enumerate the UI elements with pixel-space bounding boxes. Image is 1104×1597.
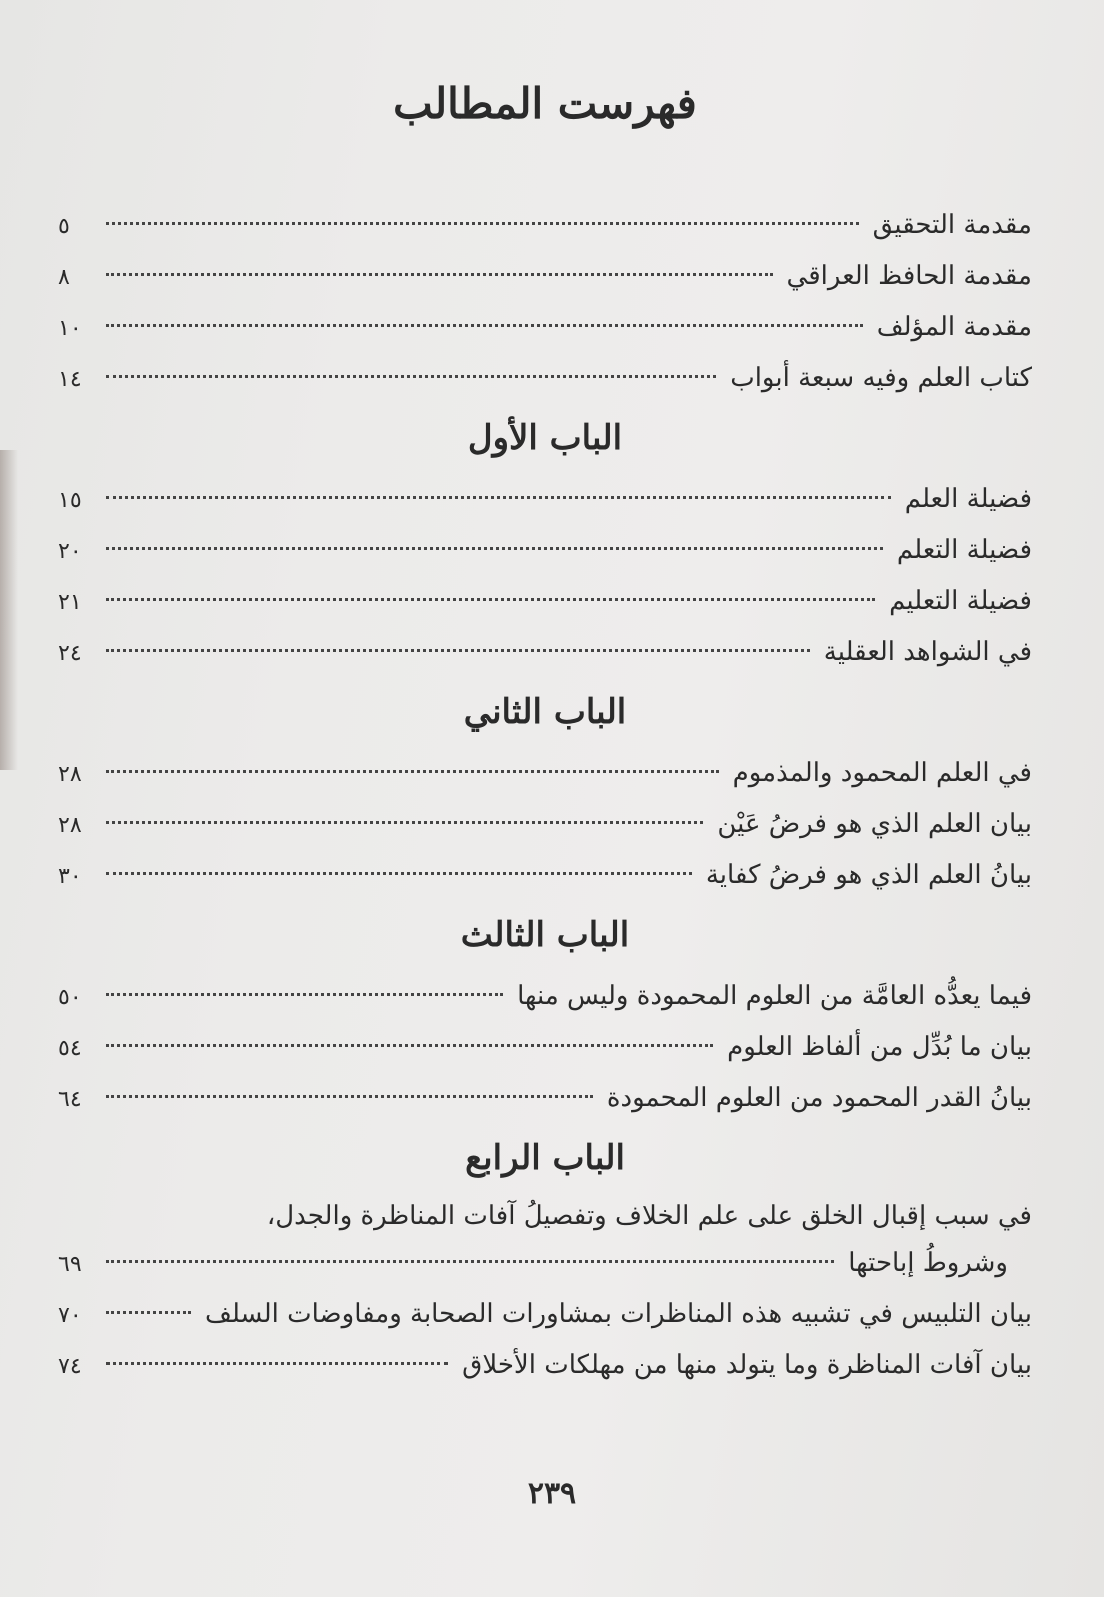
toc-entry <box>58 474 1032 525</box>
dot-leader <box>106 1362 448 1365</box>
toc-entry-page: ١٠ <box>58 316 82 341</box>
chapter-heading: الباب الأول <box>467 418 623 458</box>
toc-entry-title: فضيلة التعلم <box>896 535 1032 565</box>
dot-leader <box>106 324 863 327</box>
toc-entry-page: ٢١ <box>58 590 82 615</box>
toc-entry-page: ٢٠ <box>58 539 82 564</box>
toc-entry <box>58 576 1032 627</box>
toc-entry <box>58 1194 1032 1238</box>
toc-entry <box>58 1022 1032 1073</box>
toc-entry <box>58 1073 1032 1124</box>
chapter-heading: الباب الثالث <box>460 915 630 955</box>
toc-entry <box>58 799 1032 850</box>
toc-entry-title: مقدمة التحقيق <box>872 210 1032 240</box>
toc-entry-page: ٥٤ <box>58 1036 82 1061</box>
toc-entry-page: ٢٤ <box>58 641 82 666</box>
toc-entry-title: بيان التلبيس في تشبيه هذه المناظرات بمشاورات الصحابة ومفاوضات السلف <box>205 1299 1032 1329</box>
dot-leader <box>106 1311 191 1314</box>
dot-leader <box>106 547 883 550</box>
toc-entry <box>58 627 1032 678</box>
table-of-contents <box>58 200 1032 1391</box>
dot-leader <box>106 1044 713 1047</box>
toc-entry <box>58 748 1032 799</box>
toc-entry-title: مقدمة المؤلف <box>876 312 1032 342</box>
toc-entry-title: فيما يعدُّه العامَّة من العلوم المحمودة وليس منها <box>517 981 1032 1011</box>
toc-entry-title: مقدمة الحافظ العراقي <box>786 261 1032 291</box>
toc-entry-page: ١٥ <box>58 488 82 513</box>
toc-entry-title: في الشواهد العقلية <box>823 637 1032 667</box>
toc-entry <box>58 353 1032 404</box>
toc-entry-title: في العلم المحمود والمذموم <box>732 758 1032 788</box>
toc-entry-title: كتاب العلم وفيه سبعة أبواب <box>730 363 1032 393</box>
toc-entry-title: بيان العلم الذي هو فرضُ عَيْن <box>717 809 1032 839</box>
dot-leader <box>106 496 891 499</box>
toc-entry-title: بيان آفات المناظرة وما يتولد منها من مهلكات الأخلاق <box>462 1350 1032 1380</box>
dot-leader <box>106 375 716 378</box>
chapter-heading: الباب الرابع <box>465 1138 625 1178</box>
toc-entry-page: ٨ <box>58 265 70 290</box>
dot-leader <box>106 770 719 773</box>
toc-entry-page: ٣٠ <box>58 864 82 889</box>
dot-leader <box>106 1260 834 1263</box>
page-title: فهرست المطالب <box>393 79 697 128</box>
dot-leader <box>106 821 703 824</box>
toc-entry <box>58 200 1032 251</box>
toc-entry-page: ٧٤ <box>58 1354 82 1379</box>
dot-leader <box>106 649 810 652</box>
toc-entry <box>58 525 1032 576</box>
toc-entry <box>58 251 1032 302</box>
dot-leader <box>106 1095 593 1098</box>
dot-leader <box>106 598 875 601</box>
toc-entry-title: فضيلة التعليم <box>889 586 1032 616</box>
toc-entry-page: ٢٨ <box>58 813 82 838</box>
toc-entry <box>58 1340 1032 1391</box>
toc-entry-title: بيان ما بُدِّل من ألفاظ العلوم <box>727 1032 1032 1062</box>
toc-entry <box>58 1289 1032 1340</box>
page-number: ٢٣٩ <box>527 1476 577 1511</box>
toc-entry-title: بيانُ العلم الذي هو فرضُ كفاية <box>705 860 1032 890</box>
toc-entry <box>58 302 1032 353</box>
toc-entry-continuation <box>58 1238 1032 1289</box>
toc-entry-page: ٦٤ <box>58 1087 82 1112</box>
dot-leader <box>106 993 503 996</box>
dot-leader <box>106 222 859 225</box>
toc-entry-page: ٥ <box>58 214 70 239</box>
toc-entry-page: ٦٩ <box>58 1252 82 1277</box>
toc-entry-title: في سبب إقبال الخلق على علم الخلاف وتفصيلُ آفات المناظرة والجدل، <box>266 1201 1032 1231</box>
dot-leader <box>106 872 692 875</box>
toc-entry-title: فضيلة العلم <box>904 484 1032 514</box>
toc-entry-page: ١٤ <box>58 367 82 392</box>
toc-entry-title-continuation: وشروطُ إباحتها <box>848 1248 1008 1278</box>
toc-entry-page: ٥٠ <box>58 985 82 1010</box>
toc-entry <box>58 850 1032 901</box>
toc-entry <box>58 971 1032 1022</box>
chapter-heading: الباب الثاني <box>463 692 627 732</box>
toc-entry-page: ٢٨ <box>58 762 82 787</box>
toc-entry-page: ٧٠ <box>58 1303 82 1328</box>
dot-leader <box>106 273 773 276</box>
toc-entry-title: بيانُ القدر المحمود من العلوم المحمودة <box>606 1083 1032 1113</box>
